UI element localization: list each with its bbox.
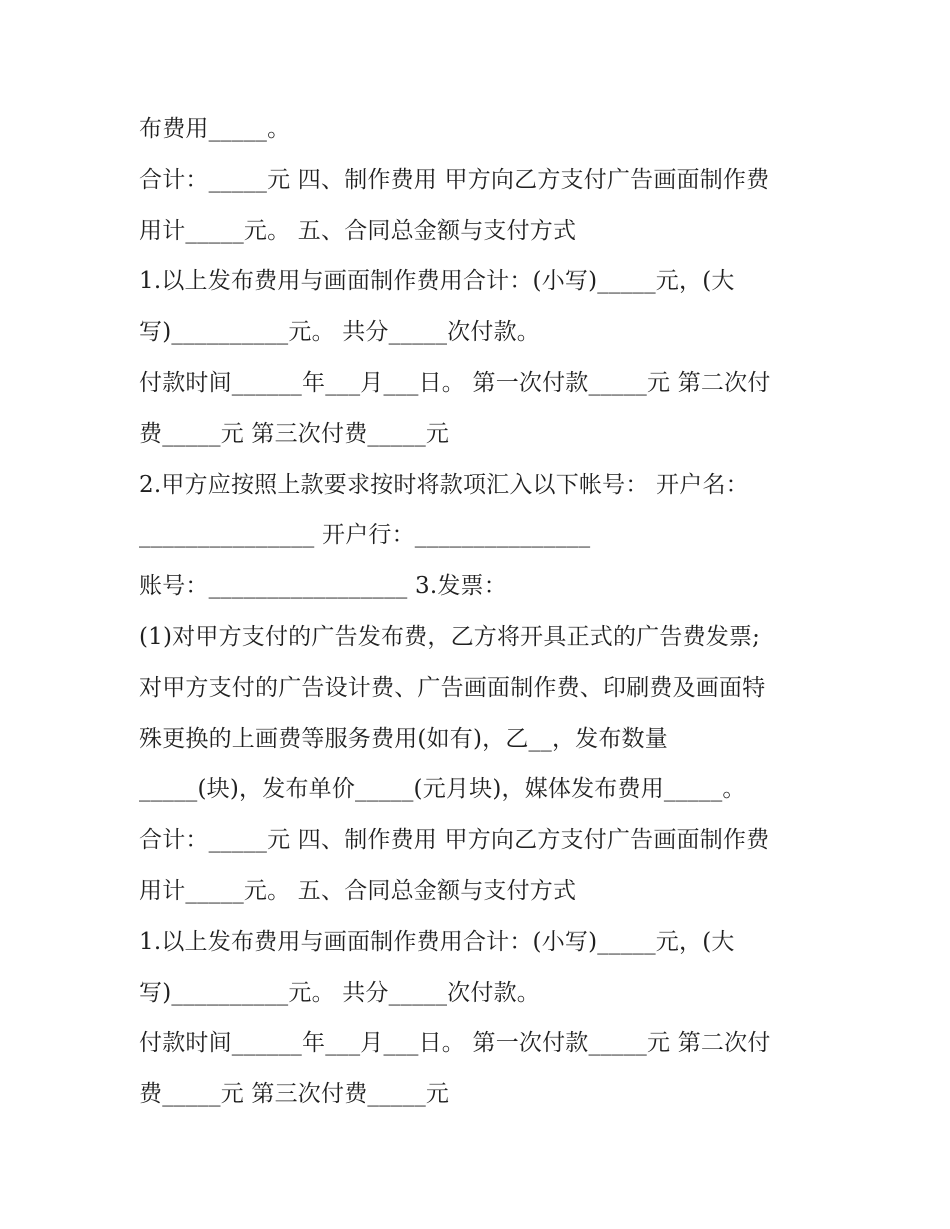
text-line: _______________ 开户行：_______________ — [139, 522, 591, 549]
text-line: 费_____元 第三次付费_____元 — [139, 1081, 450, 1108]
text-line: 布费用_____。 — [139, 116, 291, 142]
text-line: 合计：_____元 四、制作费用 甲方向乙方支付广告画面制作费 — [139, 827, 770, 854]
contract-text — [139, 104, 819, 1120]
text-line: _____(块)，发布单价_____(元月块)，媒体发布费用_____。 — [139, 776, 746, 803]
text-line: 账号：_________________ 3.发票： — [139, 573, 507, 600]
text-line: 2.甲方应按照上款要求按时将款项汇入以下帐号： 开户名： — [139, 471, 749, 498]
text-line: 合计：_____元 四、制作费用 甲方向乙方支付广告画面制作费 — [139, 166, 770, 193]
text-line: 殊更换的上画费等服务费用(如有)，乙__，发布数量 — [139, 725, 668, 752]
text-line: 用计_____元。 五、合同总金额与支付方式 — [139, 217, 577, 244]
text-line: 1.以上发布费用与画面制作费用合计：(小写)_____元，(大 — [139, 268, 735, 295]
text-line: (1)对甲方支付的广告发布费，乙方将开具正式的广告费发票; — [139, 623, 761, 650]
text-line: 用计_____元。 五、合同总金额与支付方式 — [139, 877, 577, 904]
text-line: 付款时间______年___月___日。 第一次付款_____元 第二次付 — [139, 369, 771, 396]
text-line: 对甲方支付的广告设计费、广告画面制作费、印刷费及画面特 — [139, 674, 766, 701]
text-line: 费_____元 第三次付费_____元 — [139, 420, 450, 447]
text-line: 写)__________元。 共分_____次付款。 — [139, 979, 540, 1006]
text-line: 付款时间______年___月___日。 第一次付款_____元 第二次付 — [139, 1030, 771, 1057]
text-line: 1.以上发布费用与画面制作费用合计：(小写)_____元，(大 — [139, 928, 735, 955]
text-line: 写)__________元。 共分_____次付款。 — [139, 319, 540, 346]
